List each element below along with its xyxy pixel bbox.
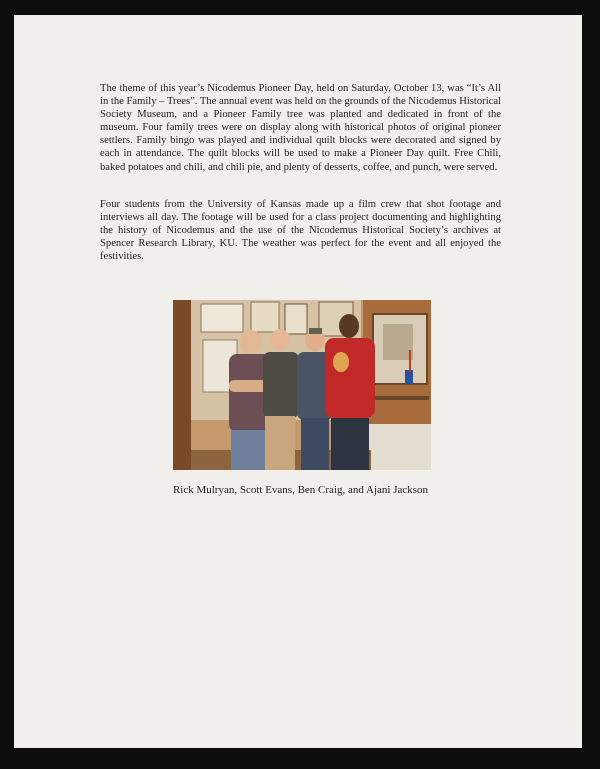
group-photo bbox=[173, 300, 431, 470]
photo-caption: Rick Mulryan, Scott Evans, Ben Craig, and Ajani Jackson bbox=[172, 484, 429, 496]
document-page bbox=[14, 15, 582, 748]
paragraph-pioneer-day: The theme of this year’s Nicodemus Pioneer Day, held on Saturday, October 13, was “It’s All in the Family – Trees”. The annual event was held on the grounds of the Nicodemus Historical Society Museum, and a Pioneer Family tree was planted and dedicated in front of the museum. Four family trees were on display along with historical photos of original pioneer settlers. Family bingo was played and individual quilt blocks were decorated and signed by each in attendance. The quilt blocks will be used to make a Pioneer Day quilt. Free Chili, baked potatoes and chili, and chili pie, and plenty of desserts, coffee, and punch, were served. bbox=[100, 83, 501, 173]
paragraph-film-crew: Four students from the University of Kansas made up a film crew that shot footage and interviews all day. The footage will be used for a class project documenting and highlighting the history of Nicodemus and the use of the Nicodemus Historical Society’s archives at Spencer Research Library, KU. The weather was perfect for the event and all enjoyed the festivities. bbox=[100, 199, 501, 263]
